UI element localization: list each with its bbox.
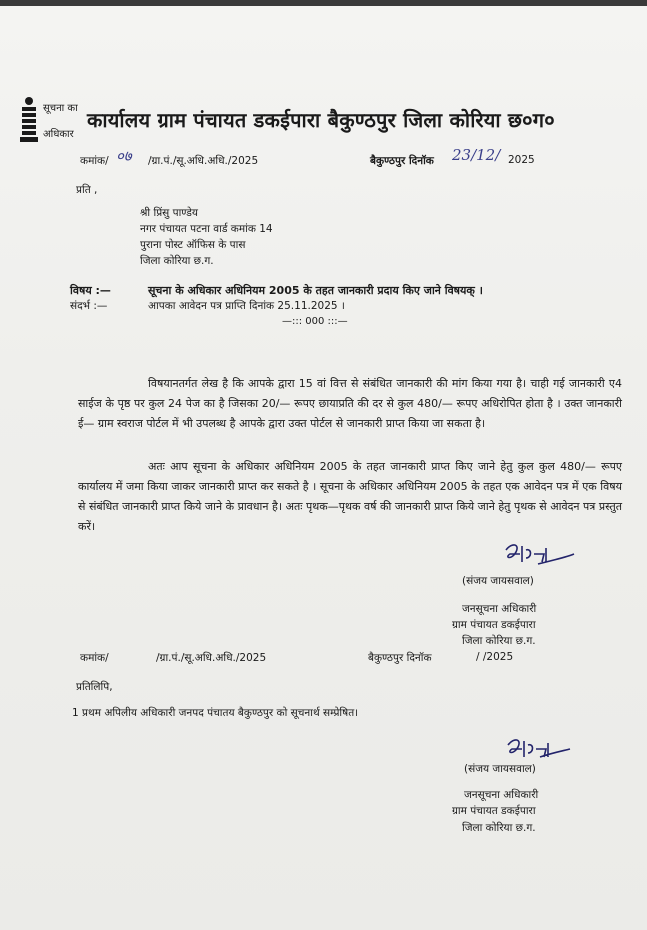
pratilipi-label: प्रतिलिपि,: [76, 681, 113, 693]
signer-2-designation: जनसूचना अधिकारी: [464, 789, 539, 801]
signer-2-office: ग्राम पंचायत डकईपारा: [452, 805, 536, 817]
body-paragraph-1: [78, 374, 622, 434]
body-paragraph-2: [78, 457, 622, 537]
signer-1-district: जिला कोरिया छ.ग.: [462, 635, 536, 647]
date2-label: बैकुण्ठपुर दिनॉक: [368, 652, 432, 664]
signer-1-designation: जनसूचना अधिकारी: [462, 603, 537, 615]
logo-text-line2: अधिकार: [43, 129, 74, 140]
kramank2-label: कमांक/: [80, 652, 109, 664]
recipient-name: श्री प्रिंसु पाण्डेय: [140, 207, 198, 219]
reference-text: आपका आवेदन पत्र प्राप्ति दिनांक 25.11.2025 ।: [148, 300, 345, 312]
signer-2-name: (संजय जायसवाल): [464, 763, 536, 775]
signer-2-district: जिला कोरिया छ.ग.: [462, 822, 536, 834]
date-label: बैकुण्ठपुर दिनॉक: [370, 155, 434, 167]
reference-label: संदर्भ :—: [70, 300, 108, 312]
rti-logo-icon: [18, 96, 40, 144]
kramank2-suffix: /ग्रा.पं./सू.अधि.अधि./2025: [156, 652, 267, 664]
logo-text-line1: सूचना का: [43, 103, 78, 114]
subject-label: विषय :—: [70, 284, 111, 297]
paragraph-2-text: अतः आप सूचना के अधिकार अधिनियम 2005 के तहत जानकारी प्राप्त किए जाने हेतु कुल कुल 480/— रूपए कार्यालय में जमा किया जाकर जानकारी प्राप्त कर सकते है । सूचना के अधिकार अधिनियम 2005 के तहत एक आवेदन पत्र में एक विषय से संबंधित जानकारी प्राप्त किये जाने के प्रावधान है। अतः पृथक—पृथक वर्ष की जानकारी प्राप्त किये जाने हेतु पृथक से आवेदन पत्र प्रस्तुत करें।: [78, 460, 622, 533]
top-edge: [0, 0, 647, 6]
signer-1-office: ग्राम पंचायत डकईपारा: [452, 619, 536, 631]
signature-1-mark: [498, 540, 578, 574]
kramank-suffix: /ग्रा.पं./सू.अधि.अधि./2025: [148, 155, 259, 167]
recipient-address-2: पुराना पोस्ट ऑफिस के पास: [140, 239, 246, 251]
signature-1: [498, 540, 578, 578]
date-year: 2025: [508, 154, 535, 166]
date-handwritten: 23/12/: [452, 146, 501, 164]
paragraph-1-text: विषयानतर्गत लेख है कि आपके द्वारा 15 वां वित्त से संबंधित जानकारी की मांग किया गया है। चाही गई जानकारी ए4 साईज के पृष्ठ पर कुल 24 पेज का है जिसका 20/— रूपए छायाप्रति की दर से कुल 480/— रूपए अधिरोपित होता है । उक्त जानकारी ई— ग्राम स्वराज पोर्टल में भी उपलब्ध है आपके द्वारा उक्त पोर्टल से जानकारी प्राप्त किया जा सकता है।: [78, 377, 622, 430]
date2-blank: / /2025: [476, 651, 514, 663]
kramank-label: कमांक/: [80, 155, 109, 167]
subject-text: सूचना के अधिकार अधिनियम 2005 के तहत जानकारी प्रदाय किए जाने विषयक् ।: [148, 284, 483, 297]
rti-logo: [18, 96, 86, 146]
recipient-address-1: नगर पंचायत पटना वार्ड कमांक 14: [140, 223, 273, 235]
signature-2-mark: [500, 735, 574, 765]
section-divider: —::: 000 :::—: [282, 316, 348, 327]
copy-line-1: 1 प्रथम अपिलीय अधिकारी जनपद पंचातय बैकुण्ठपुर को सूचनार्थ सम्प्रेषित।: [72, 707, 359, 719]
recipient-address-3: जिला कोरिया छ.ग.: [140, 255, 214, 267]
office-title: कार्यालय ग्राम पंचायत डकईपारा बैकुण्ठपुर जिला कोरिया छ०ग०: [87, 108, 555, 132]
kramank-number: ०७: [116, 147, 132, 165]
prati-label: प्रति ,: [76, 184, 98, 196]
signer-1-name: (संजय जायसवाल): [462, 575, 534, 587]
